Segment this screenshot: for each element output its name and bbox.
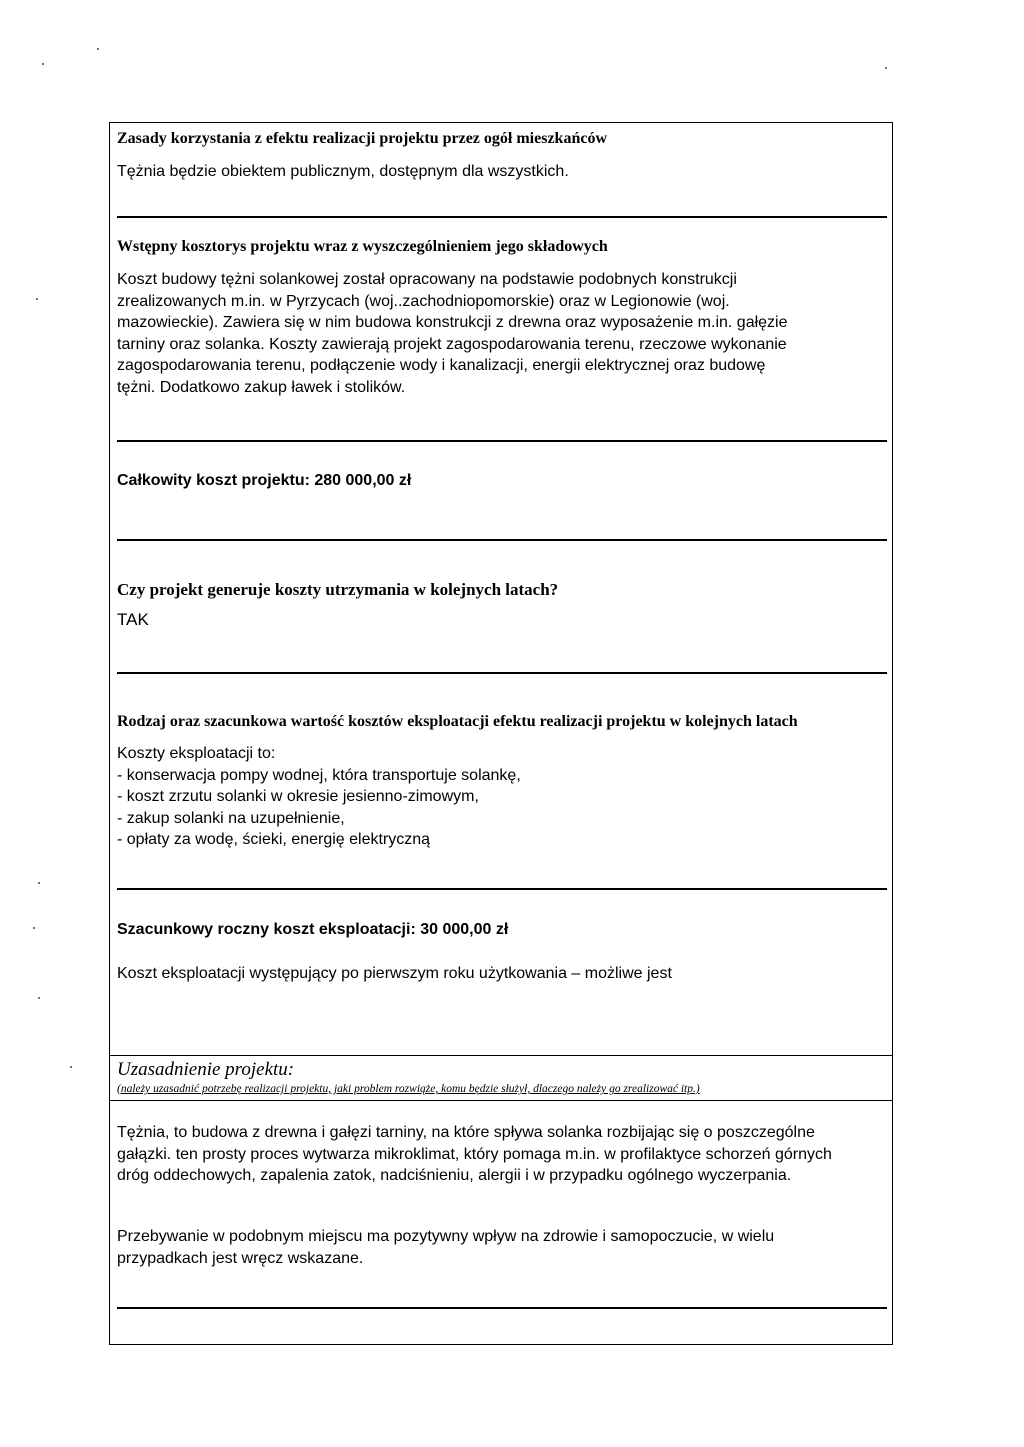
scan-speck [885,67,887,69]
maintenance-answer: TAK [117,610,149,629]
usage-heading: Zasady korzystania z efektu realizacji projektu przez ogół mieszkańców [117,130,608,147]
justification-heading: Uzasadnienie projektu: [117,1059,295,1080]
scan-speck [36,298,38,300]
scan-speck [42,63,44,65]
estimate-line: tarniny oraz solanka. Koszty zawierają projekt zagospodarowania terenu, rzeczowe wykonanie [117,335,787,353]
list-item: - konserwacja pompy wodnej, która transportuje solankę, [117,766,521,784]
estimate-line: Koszt budowy tężni solankowej został opracowany na podstawie podobnych konstrukcji [117,271,737,288]
scan-speck [97,48,99,50]
estimate-line: zrealizowanych m.in. w Pyrzycach (woj..zachodniopomorskie) oraz w Legionowie (woj. [117,292,730,310]
scan-speck [38,882,40,884]
list-item: - koszt zrzutu solanki w okresie jesienno-zimowym, [117,788,479,805]
justification-paragraph-1: Tężnia, to budowa z drewna i gałęzi tarniny, na które spływa solanka rozbijając się o poszczególne gałązki. ten prosty proces wytwarza mikroklimat, który pomaga m.in. w profilaktyce schorzeń górnych dróg oddechowych, zapalenia zatok, nadciśnieniu, alergii i w przypadku ogólnego wyczerpania. [117,1124,832,1184]
list-item: - zakup solanki na uzupełnienie, [117,809,345,827]
justification-paragraph-2: Przebywanie w podobnym miejscu ma pozytywny wpływ na zdrowie i samopoczucie, w wielu przypadkach jest wręcz wskazane. [117,1228,775,1267]
list-item: - opłaty za wodę, ścieki, energię elektryczną [117,831,431,848]
operating-costs-list [117,743,521,851]
maintenance-question: Czy projekt generuje koszty utrzymania w kolejnych latach? [117,580,559,599]
annual-cost-text: Koszt eksploatacji występujący po pierwszym roku użytkowania – możliwe jest [117,965,672,982]
justification-hint: (należy uzasadnić potrzebę realizacji projektu, jaki problem rozwiąże, komu będzie służył, dlaczego należy go zrealizować itp.) [117,1083,700,1095]
estimate-line: tężni. Dodatkowo zakup ławek i stolików. [117,378,406,396]
section-divider [117,672,887,674]
section-divider [117,216,887,218]
estimate-line: zagospodarowania terenu, podłączenie wody i kanalizacji, energii elektrycznej oraz budowę [117,357,766,374]
scan-speck [70,1066,72,1068]
justification-hint-line [109,1100,893,1101]
operating-costs-heading: Rodzaj oraz szacunkowa wartość kosztów eksploatacji efektu realizacji projektu w kolejnych latach [117,713,798,730]
operating-costs-intro: Koszty eksploatacji to: [117,745,276,762]
usage-text: Tężnia będzie obiektem publicznym, dostępnym dla wszystkich. [117,163,569,180]
estimate-line: mazowieckie). Zawiera się w nim budowa konstrukcji z drewna oraz wyposażenie m.in. gałęzie [117,314,788,331]
estimate-heading: Wstępny kosztorys projektu wraz z wyszczególnieniem jego składowych [117,238,608,255]
total-cost: Całkowity koszt projektu: 280 000,00 zł [117,472,412,489]
section-divider [117,888,887,890]
annual-cost-heading: Szacunkowy roczny koszt eksploatacji: 30 000,00 zł [117,921,509,938]
estimate-body [117,269,788,398]
section-divider [117,440,887,442]
section-divider [117,539,887,541]
justification-header-line [109,1055,893,1056]
scan-speck [38,997,40,999]
section-divider [117,1307,887,1309]
scan-speck [33,927,35,929]
